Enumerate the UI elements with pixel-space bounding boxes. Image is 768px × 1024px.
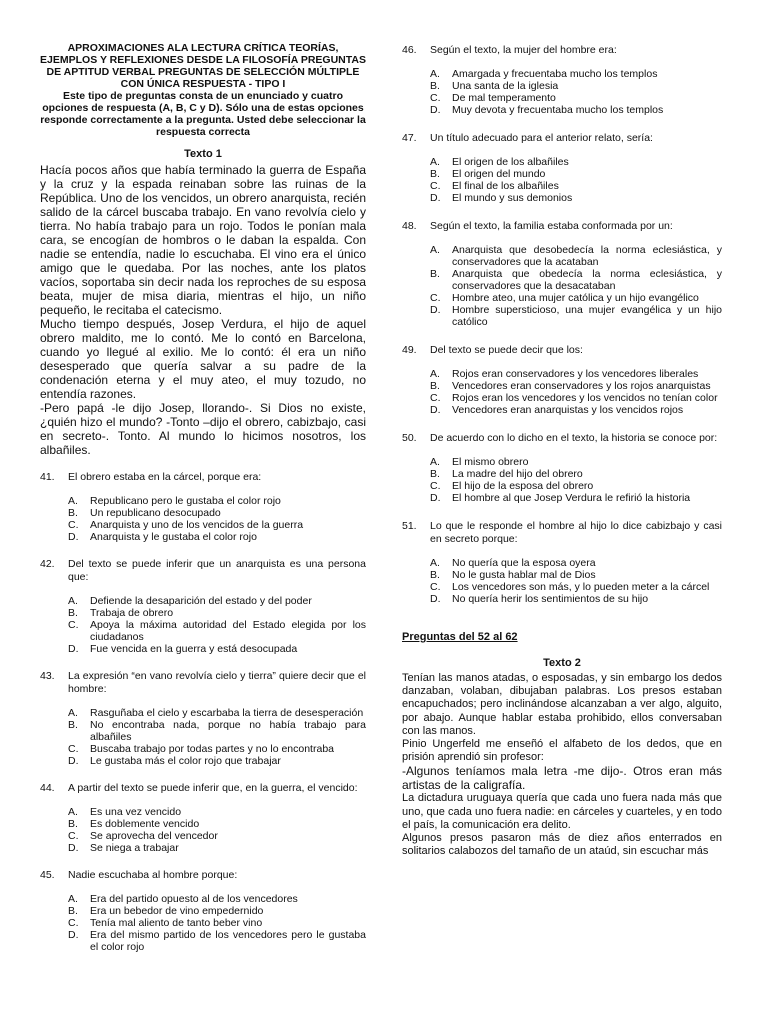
option-text: Fue vencida en la guerra y está desocupada xyxy=(90,643,298,655)
question-number: 42. xyxy=(40,558,55,570)
question-stem xyxy=(402,520,722,546)
answer-option[interactable] xyxy=(430,292,722,304)
options-list xyxy=(402,368,722,416)
option-text: De mal temperamento xyxy=(452,92,556,104)
option-text: No quería que la esposa oyera xyxy=(452,557,596,569)
question-stem xyxy=(402,432,722,445)
left-column xyxy=(40,0,366,953)
questions-list xyxy=(402,44,722,605)
option-text: Un republicano desocupado xyxy=(90,507,221,519)
option-letter: B. xyxy=(430,468,440,480)
option-text: No quería herir los sentimientos de su hijo xyxy=(452,593,649,605)
question-text: La expresión “en vano revolvía cielo y tierra” quiere decir que el hombre: xyxy=(68,670,366,695)
texto2-paragraph: Tenían las manos atadas, o esposadas, y sin embargo los dedos danzaban, volaban, dibujaban palabras. Los presos estaban encapuchados; pero inclinándose alcanzaban a ver algo, alguito, por abajo. Aunque hablar estaba prohibido, ellos conversaban con las manos. xyxy=(402,672,722,737)
answer-option[interactable] xyxy=(430,557,722,569)
option-letter: D. xyxy=(430,492,441,504)
answer-option[interactable] xyxy=(68,531,366,543)
question-number: 50. xyxy=(402,432,417,444)
options-list xyxy=(40,595,366,655)
answer-option[interactable] xyxy=(430,368,722,380)
answer-option[interactable] xyxy=(430,593,722,605)
answer-option[interactable] xyxy=(68,707,366,719)
option-letter: B. xyxy=(430,268,440,280)
option-letter: B. xyxy=(430,168,440,180)
question-number: 47. xyxy=(402,132,417,144)
question-text: El obrero estaba en la cárcel, porque era: xyxy=(68,471,262,483)
question-text: De acuerdo con lo dicho en el texto, la historia se conoce por: xyxy=(430,432,718,444)
option-letter: B. xyxy=(430,380,440,392)
option-letter: A. xyxy=(430,456,440,468)
question-number: 51. xyxy=(402,520,417,532)
question-stem xyxy=(402,132,722,145)
option-letter: C. xyxy=(430,292,441,304)
answer-option[interactable] xyxy=(430,168,722,180)
answer-option[interactable] xyxy=(430,468,722,480)
texto1-paragraph: Mucho tiempo después, Josep Verdura, el hijo de aquel obrero maldito, me lo contó. Me lo contó en Barcelona, cuando yo llegué al exilio. Me lo contó: él era un niño desesperado que quería salvar a su padre de la condenación eterna y el muy ateo, el muy tozudo, no entendía razones. xyxy=(40,317,366,401)
option-letter: C. xyxy=(68,830,79,842)
answer-option[interactable] xyxy=(430,404,722,416)
option-letter: C. xyxy=(430,581,441,593)
option-text: La madre del hijo del obrero xyxy=(452,468,583,480)
option-text: Anarquista y uno de los vencidos de la guerra xyxy=(90,519,304,531)
option-text: Anarquista que desobedecía la norma eclesiástica, y conservadores que la acataban xyxy=(452,244,722,268)
right-column xyxy=(402,0,722,858)
question xyxy=(402,132,722,204)
option-text: Hombre ateo, una mujer católica y un hijo evangélico xyxy=(452,292,699,304)
texto1-paragraph: Hacía pocos años que había terminado la guerra de España y la cruz y la espada reinaban sobre las ruinas de la República. Uno de los vencidos, un obrero anarquista, recién salido de la cárcel buscaba trabajo. En vano revolvía cielo y tierra. No había trabajo para un rojo. Todos le ponían mala cara, se encogían de hombros o le daban la espalda. Con nadie se entendía, nadie lo escuchaba. El vino era el único amigo que le quedaba. Por las noches, ante los platos vacíos, soportaba sin decir nada los reproches de su esposa beata, mujer de misa diaria, mientras el hijo, un niño pequeño, le recitaba el catecismo. xyxy=(40,163,366,317)
option-letter: C. xyxy=(430,180,441,192)
question-stem xyxy=(402,44,722,57)
answer-option[interactable] xyxy=(68,830,366,842)
option-letter: C. xyxy=(68,619,79,631)
texto2-heading: Texto 2 xyxy=(543,657,581,669)
option-text: Es una vez vencido xyxy=(90,806,182,818)
options-list xyxy=(40,806,366,854)
option-text: Republicano pero le gustaba el color rojo xyxy=(90,495,281,507)
question xyxy=(402,344,722,416)
option-letter: D. xyxy=(430,304,441,316)
question-stem xyxy=(402,220,722,233)
texto2-paragraph: Algunos presos pasaron más de diez años enterrados en solitarios calabozos del tamaño de un ataúd, sin escuchar más xyxy=(402,832,722,858)
option-letter: C. xyxy=(68,743,79,755)
answer-option[interactable] xyxy=(430,192,722,204)
question xyxy=(402,220,722,328)
answer-option[interactable] xyxy=(430,156,722,168)
option-text: Una santa de la iglesia xyxy=(452,80,559,92)
options-list xyxy=(402,456,722,504)
answer-option[interactable] xyxy=(430,304,722,328)
options-list xyxy=(402,156,722,204)
answer-option[interactable] xyxy=(430,569,722,581)
option-text: El final de los albañiles xyxy=(452,180,559,192)
option-letter: C. xyxy=(430,480,441,492)
option-text: Defiende la desaparición del estado y del poder xyxy=(90,595,312,607)
option-text: El mismo obrero xyxy=(452,456,529,468)
options-list xyxy=(40,893,366,953)
option-letter: D. xyxy=(68,531,79,543)
answer-option[interactable] xyxy=(430,268,722,292)
answer-option[interactable] xyxy=(430,456,722,468)
question-number: 41. xyxy=(40,471,55,483)
question-text: Lo que le responde el hombre al hijo lo dice cabizbajo y casi en secreto porque: xyxy=(430,520,722,545)
question-stem xyxy=(402,344,722,357)
option-letter: A. xyxy=(68,806,78,818)
question xyxy=(40,558,366,655)
answer-option[interactable] xyxy=(68,806,366,818)
texto1-paragraph: -Pero papá -le dijo Josep, llorando-. Si Dios no existe, ¿quién hizo el mundo? -Tonto –dijo el obrero, cabizbajo, casi en secreto-. Tonto. Al mundo lo hicimos nosotros, los albañiles. xyxy=(40,401,366,457)
option-text: No le gusta hablar mal de Dios xyxy=(452,569,596,581)
option-text: Trabaja de obrero xyxy=(90,607,174,619)
option-letter: A. xyxy=(430,557,440,569)
question-text: Del texto se puede inferir que un anarquista es una persona que: xyxy=(68,558,366,583)
option-letter: D. xyxy=(430,104,441,116)
answer-option[interactable] xyxy=(430,244,722,268)
question-number: 45. xyxy=(40,869,55,881)
option-letter: B. xyxy=(68,719,78,731)
answer-option[interactable] xyxy=(68,507,366,519)
question-stem xyxy=(40,782,366,795)
option-letter: A. xyxy=(68,893,78,905)
option-text: Muy devota y frecuentaba mucho los templos xyxy=(452,104,664,116)
answer-option[interactable] xyxy=(68,929,366,953)
answer-option[interactable] xyxy=(68,905,366,917)
question xyxy=(40,782,366,854)
answer-option[interactable] xyxy=(430,380,722,392)
option-text: Tenía mal aliento de tanto beber vino xyxy=(90,917,263,929)
answer-option[interactable] xyxy=(68,818,366,830)
instructions: Este tipo de preguntas consta de un enunciado y cuatro opciones de respuesta (A, B, C y D). Sólo una de estas opciones responde correctamente a la pregunta. Usted debe seleccionar la respuesta correcta xyxy=(40,90,366,138)
option-text: El hijo de la esposa del obrero xyxy=(452,480,594,492)
option-letter: A. xyxy=(68,595,78,607)
answer-option[interactable] xyxy=(68,619,366,643)
options-list xyxy=(402,68,722,116)
option-letter: C. xyxy=(430,92,441,104)
option-letter: D. xyxy=(430,404,441,416)
option-text: El hombre al que Josep Verdura le refirió la historia xyxy=(452,492,691,504)
question-number: 44. xyxy=(40,782,55,794)
document-title: APROXIMACIONES ALA LECTURA CRÍTICA TEORÍAS, EJEMPLOS Y REFLEXIONES DESDE LA FILOSOFÍA PREGUNTAS DE APTITUD VERBAL PREGUNTAS DE SELECCIÓN MÚLTIPLE CON ÚNICA RESPUESTA - TIPO I xyxy=(40,42,366,90)
answer-option[interactable] xyxy=(68,495,366,507)
question-number: 48. xyxy=(402,220,417,232)
question-stem xyxy=(40,471,366,484)
option-text: Anarquista y le gustaba el color rojo xyxy=(90,531,257,543)
question xyxy=(402,520,722,605)
answer-option[interactable] xyxy=(68,519,366,531)
option-text: Apoya la máxima autoridad del Estado elegida por los ciudadanos xyxy=(90,619,366,643)
answer-option[interactable] xyxy=(430,104,722,116)
question xyxy=(402,44,722,116)
option-letter: A. xyxy=(68,707,78,719)
answer-option[interactable] xyxy=(430,492,722,504)
question-text: Según el texto, la mujer del hombre era: xyxy=(430,44,617,56)
texto2-paragraph: -Algunos teníamos mala letra -me dijo-. Otros eran más artistas de la caligrafía. xyxy=(402,764,722,793)
option-text: Vencedores eran conservadores y los rojos anarquistas xyxy=(452,380,711,392)
option-letter: C. xyxy=(430,392,441,404)
answer-option[interactable] xyxy=(430,80,722,92)
option-letter: C. xyxy=(68,917,79,929)
option-text: Le gustaba más el color rojo que trabajar xyxy=(90,755,281,767)
option-text: Era un bebedor de vino empedernido xyxy=(90,905,264,917)
option-text: Vencedores eran anarquistas y los vencidos rojos xyxy=(452,404,684,416)
option-letter: D. xyxy=(68,643,79,655)
answer-option[interactable] xyxy=(68,719,366,743)
question xyxy=(40,869,366,953)
option-letter: D. xyxy=(68,929,79,941)
option-letter: B. xyxy=(68,607,78,619)
options-list xyxy=(40,495,366,543)
question-text: Del texto se puede decir que los: xyxy=(430,344,583,356)
answer-option[interactable] xyxy=(68,842,366,854)
answer-option[interactable] xyxy=(430,68,722,80)
option-letter: C. xyxy=(68,519,79,531)
question-text: Un título adecuado para el anterior relato, sería: xyxy=(430,132,653,144)
option-text: Era del mismo partido de los vencedores pero le gustaba el color rojo xyxy=(90,929,366,953)
option-letter: D. xyxy=(68,755,79,767)
answer-option[interactable] xyxy=(68,917,366,929)
answer-option[interactable] xyxy=(430,480,722,492)
option-letter: B. xyxy=(68,818,78,830)
option-letter: A. xyxy=(68,495,78,507)
option-text: Rojos eran conservadores y los vencedores liberales xyxy=(452,368,699,380)
options-list xyxy=(40,707,366,767)
option-letter: B. xyxy=(430,569,440,581)
option-text: Hombre supersticioso, una mujer evangélica y un hijo católico xyxy=(452,304,722,328)
option-text: El origen de los albañiles xyxy=(452,156,569,168)
question-number: 49. xyxy=(402,344,417,356)
option-letter: D. xyxy=(430,192,441,204)
question xyxy=(40,670,366,767)
option-letter: D. xyxy=(68,842,79,854)
option-text: Rasguñaba el cielo y escarbaba la tierra de desesperación xyxy=(90,707,364,719)
answer-option[interactable] xyxy=(430,92,722,104)
question-stem xyxy=(40,558,366,584)
answer-option[interactable] xyxy=(68,755,366,767)
option-text: Rojos eran los vencedores y los vencidos no tenían color xyxy=(452,392,718,404)
option-text: Era del partido opuesto al de los vencedores xyxy=(90,893,298,905)
option-letter: B. xyxy=(68,507,78,519)
option-text: No encontraba nada, porque no había trabajo para albañiles xyxy=(90,719,366,743)
option-text: Amargada y frecuentaba mucho los templos xyxy=(452,68,658,80)
answer-option[interactable] xyxy=(68,893,366,905)
answer-option[interactable] xyxy=(68,643,366,655)
option-text: Se niega a trabajar xyxy=(90,842,179,854)
answer-option[interactable] xyxy=(68,595,366,607)
question-text: A partir del texto se puede inferir que, en la guerra, el vencido: xyxy=(68,782,358,794)
answer-option[interactable] xyxy=(430,581,722,593)
option-text: Es doblemente vencido xyxy=(90,818,200,830)
question-stem xyxy=(40,869,366,882)
option-letter: A. xyxy=(430,68,440,80)
answer-option[interactable] xyxy=(430,392,722,404)
texto1-heading: Texto 1 xyxy=(184,148,222,160)
answer-option[interactable] xyxy=(68,743,366,755)
option-text: El mundo y sus demonios xyxy=(452,192,573,204)
option-text: El origen del mundo xyxy=(452,168,546,180)
answer-option[interactable] xyxy=(68,607,366,619)
section-label: Preguntas del 52 al 62 xyxy=(402,631,518,643)
options-list xyxy=(402,244,722,328)
option-text: Buscaba trabajo por todas partes y no lo encontraba xyxy=(90,743,334,755)
option-text: Anarquista que obedecía la norma eclesiástica, y conservadores que la desacataban xyxy=(452,268,722,292)
question xyxy=(402,432,722,504)
option-text: Los vencedores son más, y lo pueden meter a la cárcel xyxy=(452,581,710,593)
option-letter: A. xyxy=(430,244,440,256)
option-letter: A. xyxy=(430,156,440,168)
question-stem xyxy=(40,670,366,696)
question-number: 46. xyxy=(402,44,417,56)
texto2-paragraph: La dictadura uruguaya quería que cada uno fuera nada más que uno, que cada uno fuera nadie: en cárceles y cuarteles, y en todo el país, la comunicación era delito. xyxy=(402,792,722,831)
texto2-paragraph: Pinio Ungerfeld me enseñó el alfabeto de los dedos, que en prisión aprendió sin profesor: xyxy=(402,738,722,764)
question-text: Nadie escuchaba al hombre porque: xyxy=(68,869,238,881)
option-text: Se aprovecha del vencedor xyxy=(90,830,218,842)
option-letter: B. xyxy=(68,905,78,917)
answer-option[interactable] xyxy=(430,180,722,192)
option-letter: A. xyxy=(430,368,440,380)
option-letter: D. xyxy=(430,593,441,605)
question-text: Según el texto, la familia estaba conformada por un: xyxy=(430,220,673,232)
questions-list xyxy=(40,471,366,953)
question-number: 43. xyxy=(40,670,55,682)
option-letter: B. xyxy=(430,80,440,92)
options-list xyxy=(402,557,722,605)
question xyxy=(40,471,366,543)
